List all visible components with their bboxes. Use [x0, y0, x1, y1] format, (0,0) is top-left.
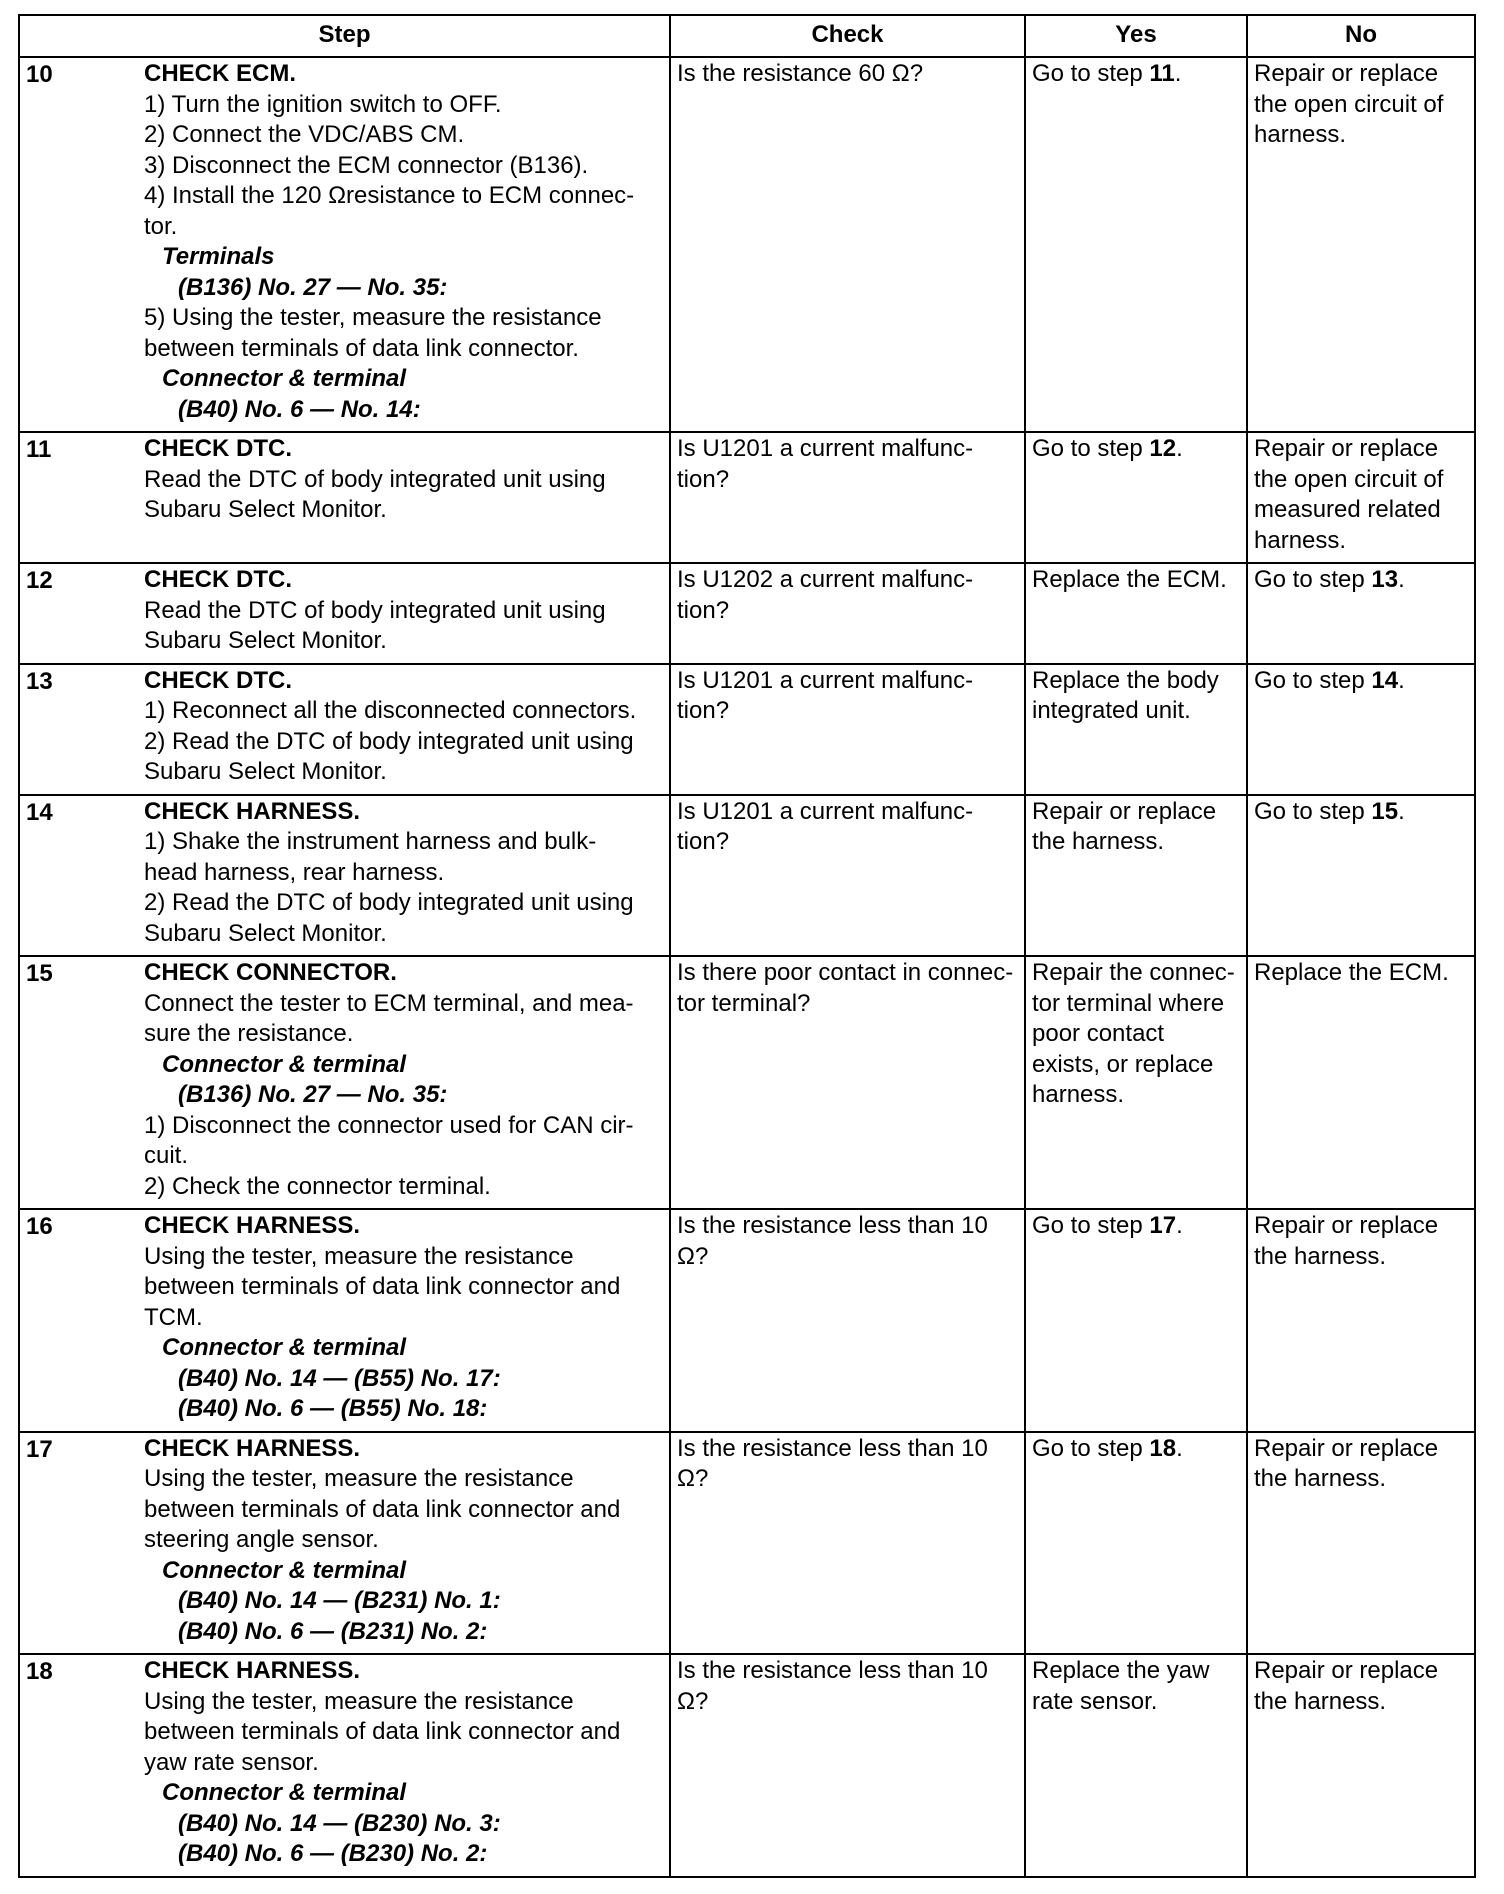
no-cell: [1247, 563, 1475, 664]
goto-step-number: 18: [1149, 1434, 1177, 1462]
yes-cell: [1025, 1654, 1247, 1877]
step-instruction: sure the resistance.: [144, 1020, 354, 1047]
yes-action: tor terminal where: [1032, 989, 1225, 1017]
step-body: [144, 1211, 663, 1425]
check-question: tion?: [677, 465, 730, 493]
no-action: the open circuit of: [1254, 90, 1444, 118]
yes-cell: [1025, 563, 1247, 664]
terminal-spec: (B40) No. 6 — (B230) No. 2:: [178, 1840, 488, 1867]
step-body: [144, 958, 663, 1202]
check-cell: [670, 563, 1025, 664]
terminal-spec: (B40) No. 6 — (B231) No. 2:: [178, 1617, 488, 1645]
step-instruction: Read the DTC of body integrated unit using: [144, 596, 606, 624]
goto-step-text: [1032, 1434, 1240, 1465]
step-cell: [19, 795, 670, 957]
step-instruction: Subaru Select Monitor.: [144, 627, 387, 654]
check-cell: [670, 795, 1025, 957]
goto-label: Go to step: [1032, 1212, 1150, 1239]
check-question: Is U1202 a current malfunc-: [677, 566, 974, 593]
step-title: CHECK ECM.: [144, 60, 297, 87]
step-title: CHECK DTC.: [144, 666, 292, 694]
yes-action: Repair or replace: [1032, 797, 1217, 825]
step-body: [144, 666, 663, 788]
no-action: the harness.: [1254, 1687, 1387, 1715]
goto-step-number: 12: [1149, 435, 1177, 462]
step-instruction: between terminals of data link connector.: [144, 334, 579, 362]
step-instruction: 2) Read the DTC of body integrated unit using: [144, 727, 634, 755]
yes-cell: [1025, 57, 1247, 432]
check-question: Is U1201 a current malfunc-: [677, 797, 974, 825]
check-question: tor terminal?: [677, 989, 811, 1017]
no-action: Repair or replace: [1254, 1212, 1439, 1239]
step-number: 17: [26, 1435, 53, 1463]
check-cell: [670, 956, 1025, 1209]
yes-cell: [1025, 1209, 1247, 1432]
goto-step-text: [1254, 565, 1468, 596]
goto-label: Go to step: [1254, 566, 1372, 593]
check-question: Is the resistance 60 Ω?: [677, 60, 924, 87]
goto-step-number: 14: [1371, 666, 1399, 694]
table-row: [19, 1432, 1475, 1655]
yes-action: harness.: [1032, 1081, 1125, 1108]
check-cell: [670, 57, 1025, 432]
no-action: Repair or replace: [1254, 435, 1439, 462]
yes-action: integrated unit.: [1032, 697, 1191, 724]
step-body: [144, 1656, 663, 1870]
check-question: Is the resistance less than 10 Ω?: [677, 1657, 988, 1715]
header-check: Check: [670, 15, 1025, 57]
step-instruction: 4) Install the 120 Ωresistance to ECM connec-: [144, 182, 635, 209]
step-instruction: 2) Check the connector terminal.: [144, 1172, 491, 1200]
check-question: Is U1201 a current malfunc-: [677, 435, 974, 462]
step-number: 12: [26, 567, 53, 594]
yes-cell: [1025, 956, 1247, 1209]
terminal-heading: Connector & terminal: [162, 1556, 407, 1584]
terminal-heading: Connector & terminal: [162, 365, 407, 392]
yes-action: Replace the ECM.: [1032, 566, 1227, 593]
goto-step-text: [1032, 1211, 1240, 1242]
terminal-heading: Connector & terminal: [162, 1779, 407, 1806]
step-instruction: Subaru Select Monitor.: [144, 758, 387, 785]
check-cell: [670, 1654, 1025, 1877]
step-instruction: Connect the tester to ECM terminal, and mea-: [144, 989, 634, 1017]
no-cell: [1247, 1209, 1475, 1432]
step-number: 15: [26, 960, 53, 987]
yes-cell: [1025, 664, 1247, 795]
step-instruction: cuit.: [144, 1142, 189, 1169]
goto-period: .: [1398, 797, 1405, 825]
step-instruction: 5) Using the tester, measure the resistance: [144, 304, 602, 331]
goto-period: .: [1176, 1212, 1183, 1239]
yes-action: rate sensor.: [1032, 1687, 1158, 1715]
header-step: Step: [19, 15, 670, 57]
goto-step-text: [1032, 434, 1240, 465]
check-question: Is U1201 a current malfunc-: [677, 666, 974, 694]
terminal-heading: Connector & terminal: [162, 1334, 407, 1361]
check-cell: [670, 664, 1025, 795]
terminal-spec: (B40) No. 14 — (B55) No. 17:: [178, 1364, 501, 1392]
step-instruction: 2) Read the DTC of body integrated unit using: [144, 889, 634, 916]
terminal-heading: Terminals: [162, 243, 275, 270]
goto-step-number: 17: [1149, 1212, 1177, 1239]
goto-period: .: [1398, 566, 1405, 593]
step-title: CHECK HARNESS.: [144, 1212, 361, 1239]
diagnostic-procedure-page: [18, 14, 1474, 1878]
goto-label: Go to step: [1032, 435, 1150, 462]
yes-action: Replace the body: [1032, 666, 1219, 694]
table-row: [19, 1654, 1475, 1877]
step-instruction: 1) Shake the instrument harness and bulk-: [144, 828, 597, 855]
no-action: the harness.: [1254, 1242, 1387, 1270]
goto-step-number: 11: [1149, 60, 1175, 87]
table-row: [19, 563, 1475, 664]
check-cell: [670, 432, 1025, 563]
table-row: [19, 664, 1475, 795]
terminal-spec: (B40) No. 14 — (B230) No. 3:: [178, 1809, 501, 1837]
step-instruction: 2) Connect the VDC/ABS CM.: [144, 121, 465, 148]
step-number: 11: [26, 436, 52, 463]
step-body: [144, 797, 663, 950]
terminal-spec: (B40) No. 6 — No. 14:: [178, 395, 421, 423]
step-instruction: 1) Disconnect the connector used for CAN cir-: [144, 1111, 634, 1139]
goto-step-text: [1032, 59, 1240, 90]
terminal-spec: (B136) No. 27 — No. 35:: [178, 273, 448, 301]
step-cell: [19, 432, 670, 563]
step-title: CHECK DTC.: [144, 566, 292, 593]
step-instruction: Read the DTC of body integrated unit using: [144, 465, 606, 493]
yes-action: poor contact: [1032, 1020, 1165, 1047]
step-title: CHECK HARNESS.: [144, 1657, 361, 1684]
no-action: Replace the ECM.: [1254, 959, 1449, 986]
goto-label: Go to step: [1254, 666, 1372, 694]
step-number: 18: [26, 1658, 53, 1685]
header-no: No: [1247, 15, 1475, 57]
step-number: 16: [26, 1213, 53, 1240]
step-instruction: head harness, rear harness.: [144, 858, 445, 886]
check-question: Is the resistance less than 10 Ω?: [677, 1434, 988, 1492]
no-action: measured related: [1254, 496, 1441, 523]
no-cell: [1247, 432, 1475, 563]
step-title: CHECK HARNESS.: [144, 1434, 361, 1462]
goto-period: .: [1176, 1434, 1183, 1462]
check-question: tion?: [677, 697, 730, 724]
table-row: [19, 795, 1475, 957]
table-row: [19, 57, 1475, 432]
no-action: harness.: [1254, 526, 1347, 554]
no-action: Repair or replace: [1254, 60, 1439, 87]
step-instruction: TCM.: [144, 1303, 203, 1331]
step-instruction: 1) Reconnect all the disconnected connectors.: [144, 697, 637, 724]
no-action: Repair or replace: [1254, 1657, 1439, 1684]
step-title: CHECK HARNESS.: [144, 797, 361, 825]
step-cell: [19, 563, 670, 664]
check-question: tion?: [677, 828, 730, 855]
terminal-heading: Connector & terminal: [162, 1050, 407, 1078]
step-body: [144, 434, 663, 526]
no-action: the harness.: [1254, 1465, 1387, 1492]
header-yes: Yes: [1025, 15, 1247, 57]
diagnostic-table: [18, 14, 1476, 1878]
step-instruction: Subaru Select Monitor.: [144, 496, 387, 523]
step-instruction: steering angle sensor.: [144, 1526, 379, 1553]
no-cell: [1247, 1654, 1475, 1877]
no-cell: [1247, 57, 1475, 432]
step-instruction: Using the tester, measure the resistance: [144, 1687, 574, 1715]
yes-action: the harness.: [1032, 828, 1165, 855]
no-action: harness.: [1254, 121, 1347, 148]
table-row: [19, 1209, 1475, 1432]
goto-label: Go to step: [1254, 797, 1372, 825]
no-cell: [1247, 1432, 1475, 1655]
goto-period: .: [1174, 60, 1182, 87]
check-question: Is the resistance less than 10 Ω?: [677, 1212, 988, 1270]
step-number: 13: [26, 667, 53, 695]
step-instruction: Subaru Select Monitor.: [144, 919, 387, 947]
goto-step-number: 15: [1371, 797, 1399, 825]
goto-step-text: [1254, 666, 1468, 697]
step-instruction: between terminals of data link connector and: [144, 1718, 621, 1745]
terminal-spec: (B40) No. 6 — (B55) No. 18:: [178, 1395, 488, 1422]
yes-cell: [1025, 1432, 1247, 1655]
step-cell: [19, 1209, 670, 1432]
check-cell: [670, 1432, 1025, 1655]
yes-action: exists, or replace: [1032, 1050, 1214, 1078]
goto-label: Go to step: [1032, 60, 1150, 87]
no-cell: [1247, 956, 1475, 1209]
goto-period: .: [1176, 435, 1183, 462]
step-instruction: Using the tester, measure the resistance: [144, 1465, 574, 1492]
step-number: 14: [26, 798, 53, 826]
table-row: [19, 432, 1475, 563]
step-instruction: between terminals of data link connector and: [144, 1495, 621, 1523]
step-instruction: Using the tester, measure the resistance: [144, 1242, 574, 1270]
step-cell: [19, 1432, 670, 1655]
no-action: Repair or replace: [1254, 1434, 1439, 1462]
step-instruction: between terminals of data link connector and: [144, 1273, 621, 1300]
no-cell: [1247, 795, 1475, 957]
step-body: [144, 1434, 663, 1648]
yes-cell: [1025, 432, 1247, 563]
step-instruction: yaw rate sensor.: [144, 1748, 319, 1776]
table-header-row: [19, 15, 1475, 57]
goto-period: .: [1398, 666, 1405, 694]
step-cell: [19, 956, 670, 1209]
check-question: tion?: [677, 596, 730, 624]
goto-label: Go to step: [1032, 1434, 1150, 1462]
goto-step-number: 13: [1371, 566, 1399, 593]
step-instruction: 3) Disconnect the ECM connector (B136).: [144, 151, 589, 179]
terminal-spec: (B40) No. 14 — (B231) No. 1:: [178, 1587, 501, 1614]
terminal-spec: (B136) No. 27 — No. 35:: [178, 1081, 448, 1108]
no-action: the open circuit of: [1254, 465, 1444, 493]
goto-step-text: [1254, 797, 1468, 828]
step-cell: [19, 1654, 670, 1877]
step-cell: [19, 57, 670, 432]
yes-action: Repair the connec-: [1032, 959, 1235, 986]
step-title: CHECK CONNECTOR.: [144, 959, 397, 986]
step-number: 10: [26, 61, 53, 88]
no-cell: [1247, 664, 1475, 795]
step-body: [144, 59, 663, 425]
step-instruction: tor.: [144, 212, 178, 240]
step-cell: [19, 664, 670, 795]
step-title: CHECK DTC.: [144, 435, 292, 462]
table-body: [19, 57, 1475, 1877]
step-instruction: 1) Turn the ignition switch to OFF.: [144, 90, 502, 118]
step-body: [144, 565, 663, 657]
check-cell: [670, 1209, 1025, 1432]
check-question: Is there poor contact in connec-: [677, 959, 1014, 986]
yes-action: Replace the yaw: [1032, 1657, 1210, 1684]
yes-cell: [1025, 795, 1247, 957]
table-row: [19, 956, 1475, 1209]
